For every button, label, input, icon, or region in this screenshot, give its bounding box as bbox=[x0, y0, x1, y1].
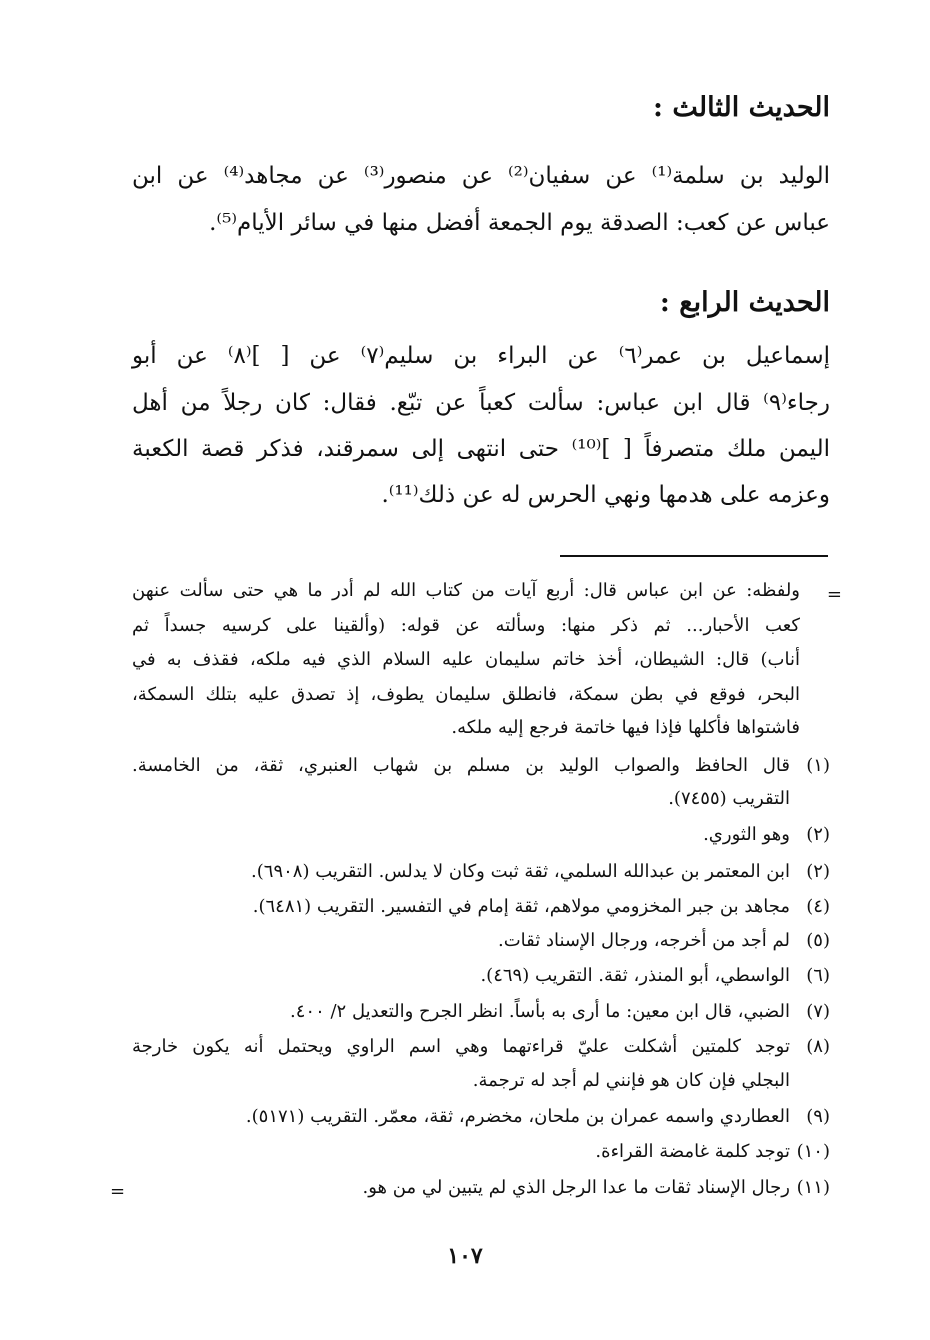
footnote-text: ابن المعتمر بن عبدالله السلمي، ثقة ثبت وكان لا يدلس. التقريب (٦٩٠٨). bbox=[251, 861, 790, 882]
footnote-text: توجد كلمتين أشكلت عليّ قراءتهما وهي اسم الراوي ويحتمل أنه يكون خارجة bbox=[132, 1036, 790, 1057]
continuation-mark: = bbox=[826, 584, 842, 605]
footnote-continuation-line: كعب الأحبار... ثم ذكر منها: وسألته عن قوله: (وألقينا على كرسيه جسداً ثم bbox=[132, 615, 800, 636]
footnote-number: (٥) bbox=[806, 930, 830, 951]
footnote-text: التقريب (٧٤٥٥). bbox=[668, 788, 790, 809]
footnote-number: (٢) bbox=[806, 861, 830, 882]
footnote-number: (٤) bbox=[806, 896, 830, 917]
footnote-continuation-line: أناب) قال: الشيطان، أخذ خاتم سليمان عليه السلام الذي فيه ملكه، فقذف به في bbox=[132, 649, 800, 670]
hadith-4-line-4: وعزمه على هدمها ونهي الحرس له عن ذلك⁽¹¹⁾. bbox=[381, 482, 830, 508]
footnote-text: رجال الإسناد ثقات ما عدا الرجل الذي لم يتبين لي من هو. bbox=[362, 1177, 790, 1198]
hadith-3-title: الحديث الثالث : bbox=[653, 92, 830, 123]
footnote-text: وهو الثوري. bbox=[703, 824, 790, 845]
footnote-number: (٦) bbox=[806, 965, 830, 986]
hadith-4-title: الحديث الرابع : bbox=[659, 287, 830, 318]
footnote-text: البجلي فإن كان هو فإنني لم أجد له ترجمة. bbox=[472, 1070, 790, 1091]
footnote-text: قال الحافظ والصواب الوليد بن مسلم بن شهاب العنبري، ثقة، من الخامسة. bbox=[132, 755, 790, 776]
footnote-continuation-line: ولفظه: عن ابن عباس قال: أربع آيات من كتاب الله لم أدر ما هي حتى سألت عنهن bbox=[132, 580, 800, 601]
footnote-number: (١١) bbox=[796, 1177, 830, 1198]
footnote-number: (٢) bbox=[806, 824, 830, 845]
footnote-number: (١٠) bbox=[796, 1141, 830, 1162]
footnote-separator bbox=[560, 555, 828, 557]
footnote-number: (٨) bbox=[806, 1036, 830, 1057]
footnote-text: الضبي، قال ابن معين: ما أرى به بأساً. انظر الجرح والتعديل ٢/ ٤٠٠. bbox=[290, 1001, 790, 1022]
hadith-4-line-3: اليمن ملك متصرفاً [ ]⁽¹⁰⁾ حتى انتهى إلى سمرقند، فذكر قصة الكعبة bbox=[132, 436, 830, 462]
footnote-number: (١) bbox=[806, 755, 830, 776]
hadith-3-line-2: عباس عن كعب: الصدقة يوم الجمعة أفضل منها في سائر الأيام⁽⁵⁾. bbox=[209, 210, 830, 236]
footnote-continuation-line: البحر، فوقع في بطن سمكة، فانطلق سليمان يطوف، إذ تصدق عليه بتلك السمكة، bbox=[132, 684, 800, 705]
hadith-4-line-2: رجاء⁽٩⁾ قال ابن عباس: سألت كعباً عن تبّع. فقال: كان رجلاً من أهل bbox=[132, 390, 830, 416]
continuation-end-mark: = bbox=[110, 1181, 126, 1202]
footnote-text: لم أجد من أخرجه، ورجال الإسناد ثقات. bbox=[498, 930, 790, 951]
footnote-text: العطاردي واسمه عمران بن ملحان، مخضرم، ثقة، معمّر. التقريب (٥١٧١). bbox=[245, 1106, 790, 1127]
footnote-number: (٧) bbox=[806, 1001, 830, 1022]
footnote-number: (٩) bbox=[806, 1106, 830, 1127]
footnote-text: مجاهد بن جبر المخزومي مولاهم، ثقة إمام في التفسير. التقريب (٦٤٨١). bbox=[252, 896, 790, 917]
footnote-continuation-line: فاشتواها فأكلها فإذا فيها خاتمة فرجع إليه ملكه. bbox=[451, 717, 800, 738]
hadith-4-line-1: إسماعيل بن عمر⁽٦⁾ عن البراء بن سليم⁽٧⁾ عن [ ]⁽٨⁾ عن أبو bbox=[132, 343, 830, 369]
footnote-text: الواسطي، أبو المنذر، ثقة. التقريب (٤٦٩). bbox=[480, 965, 790, 986]
footnote-text: توجد كلمة غامضة القراءة. bbox=[595, 1141, 790, 1162]
page-number: ١٠٧ bbox=[447, 1243, 483, 1269]
hadith-3-line-1: الوليد بن سلمة⁽¹⁾ عن سفيان⁽²⁾ عن منصور⁽³⁾ عن مجاهد⁽⁴⁾ عن ابن bbox=[132, 163, 830, 189]
